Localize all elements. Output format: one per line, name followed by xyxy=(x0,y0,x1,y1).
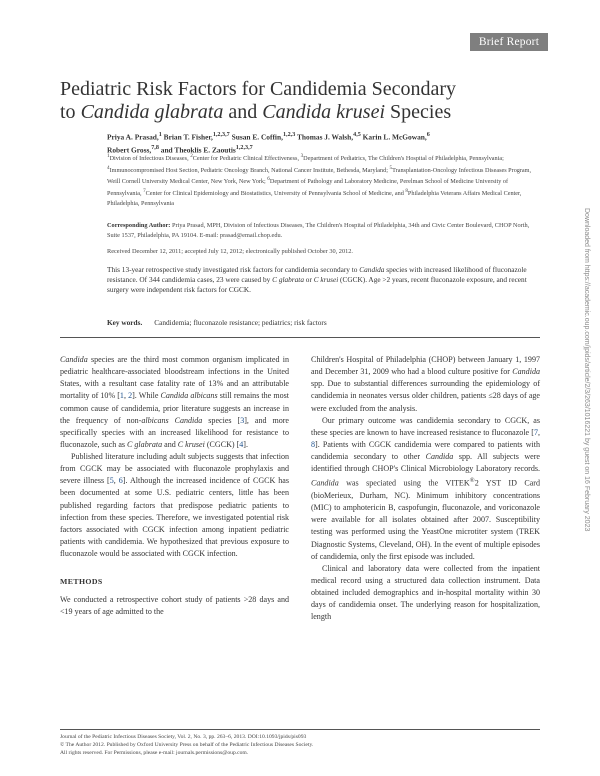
abstract-text: or xyxy=(303,275,314,285)
affil-mark: 7 xyxy=(143,187,146,194)
title-species-2: Candida krusei xyxy=(262,101,386,123)
body-text: and xyxy=(162,439,178,449)
citation-link[interactable]: 3 xyxy=(240,415,245,425)
body-column-right xyxy=(311,354,540,623)
citation-link[interactable]: 5 xyxy=(109,476,114,486)
download-watermark xyxy=(576,208,594,718)
citation-link[interactable]: 6 xyxy=(118,476,123,486)
citation-link[interactable]: 7 xyxy=(533,427,538,437)
species-name: Candida xyxy=(425,452,454,461)
abstract xyxy=(107,265,539,296)
article-title xyxy=(60,78,540,124)
body-text: Published literature including adult subjects suggests that infection from CGCK may be associated with fluconazole prophylaxis and severe illness [ xyxy=(60,452,289,486)
affil-mark: 2 xyxy=(190,153,193,159)
species-name: Candida xyxy=(60,355,88,364)
body-text: species are the third most common organism implicated in pediatric healthcare-associated bloodstream infections in the United States, with a resultant case fatality rate of 13% and an attributable mortality of 10% [ xyxy=(60,355,289,401)
affil-text: Department of Pediatrics, The Children's Hospital of Philadelphia, Pennsylvania; xyxy=(303,155,504,163)
body-text: ], and more specifically species with an increased likelihood for resistance to fluconazole, such as xyxy=(60,415,289,449)
species-name: Candida albicans xyxy=(160,391,218,401)
title-text: to xyxy=(60,101,81,123)
body-text: 2 YST ID Card (bioMerieux, Durham, NC). Minimum inhibitory concentrations (MIC) to amphotericin B, caspofungin, fluconazole, and voriconazole were available for all isolates obtained after 2007. Susceptibility testing was performed using the YeastOne microtiter system (TREK Diagnostic Systems, Cleveland, OH). In the event of multiple episodes of candidemia, only the first episode was included. xyxy=(311,478,541,561)
corresponding-label: Corresponding Author: xyxy=(107,222,171,229)
species-name: C krusei xyxy=(177,439,205,449)
registered-mark: ® xyxy=(469,477,475,485)
abstract-species: C krusei xyxy=(313,275,339,285)
author-affil-mark: 6 xyxy=(426,132,430,138)
author-affil-mark: 7,8 xyxy=(151,144,159,151)
body-text: ]. Although the increased incidence of CGCK has been documented at some U.S. pediatric centers, little has been published regarding factors that predispose pediatric patients to infection from these species. Therefore, we investigated potential risk factors associated with CGCK infection among inpatient pediatric patients with candidemia. We hypothesized that previous exposure to fluconazole would be associated with CGCK infection. xyxy=(60,476,289,558)
author-name: Priya A. Prasad, xyxy=(107,132,159,142)
keywords-text: Candidemia; fluconazole resistance; pediatrics; risk factors xyxy=(154,318,327,327)
footer-copyright: © The Author 2012. Published by Oxford University Press on behalf of the Pediatric Infectious Diseases Society. xyxy=(60,742,314,748)
body-text: spp. Due to substantial differences surrounding the epidemiology of candidemia in neonates versus older children, patients ≤28 days of age were excluded from the analysis. xyxy=(311,379,540,413)
affil-text: Department of Pathology and Laboratory Medicine, Perelman School of Medicine University of Pennsylvania, xyxy=(107,178,509,198)
affil-mark: 5 xyxy=(389,164,393,171)
publication-dates: Received December 12, 2011; accepted July 12, 2012; electronically published October 30, 2012. xyxy=(107,248,353,255)
keywords-label: Key words. xyxy=(107,318,143,327)
body-text: (CGCK) [ xyxy=(204,439,240,449)
footer-rights: All rights reserved. For Permissions, please e-mail: journals.permissions@oup.com. xyxy=(60,750,249,756)
author-affil-mark: 4,5 xyxy=(353,132,361,138)
author-name: and Theoklis E. Zaoutis xyxy=(158,145,236,155)
section-heading-methods: METHODS xyxy=(60,577,103,587)
journal-footer xyxy=(60,733,540,757)
author-name: Thomas J. Walsh, xyxy=(295,132,354,142)
affil-mark: 6 xyxy=(267,176,270,183)
affil-text: Immunocompromised Host Section, Pediatric Oncology Branch, National Cancer Institute, Bethesda, Maryland; xyxy=(109,166,390,174)
affil-text: Transplantation-Oncology Infectious Diseases Program, Weill Cornell University Medical Center, New York, New York; xyxy=(107,166,532,186)
abstract-text: (CGCK). Age >2 years, recent fluconazole exposure, and recent surgery were independent risk factors for CGCK. xyxy=(107,275,527,295)
author-affil-mark: 1,2,3 xyxy=(282,132,296,138)
body-text: , xyxy=(113,476,119,486)
abstract-text: This 13-year retrospective study investigated risk factors for candidemia secondary to xyxy=(107,265,360,274)
affil-mark: 8 xyxy=(405,187,408,194)
citation-link[interactable]: 4 xyxy=(239,439,244,449)
affil-mark: 3 xyxy=(300,153,304,159)
body-text: Our primary outcome was candidemia secondary to CGCK, as these species are known to have increased resistance to fluconazole [ xyxy=(311,415,540,437)
body-paragraph: Clinical and laboratory data were collected from the inpatient medical record using a structured data collection instrument. Data obtained included demographics and in-hospital mortality within 30 days of candidemia onset. The underlying reason for hospitalization, length xyxy=(311,563,540,622)
footer-divider xyxy=(60,729,540,730)
citation-link[interactable]: 8 xyxy=(311,439,316,449)
body-text: ]. While xyxy=(132,391,161,401)
species-name: Candida xyxy=(311,478,339,488)
title-text: Species xyxy=(385,101,452,123)
corresponding-author xyxy=(107,221,539,240)
affil-mark: 4 xyxy=(107,164,110,171)
body-paragraph xyxy=(311,354,540,415)
species-name: C glabrata xyxy=(127,439,163,449)
body-paragraph xyxy=(311,415,540,563)
author-name: Robert Gross, xyxy=(107,145,152,155)
body-text: was speciated using the VITEK xyxy=(338,478,470,488)
affil-text: Philadelphia Veterans Affairs Medical Center, Philadelphia, Pennsylvania xyxy=(107,190,522,207)
author-affil-mark: 1,2,3,7 xyxy=(212,132,230,138)
section-divider xyxy=(60,337,540,338)
body-paragraph xyxy=(60,354,289,451)
title-line-1: Pediatric Risk Factors for Candidemia Secondary xyxy=(60,78,457,100)
body-paragraph xyxy=(60,451,289,560)
download-watermark-text: Downloaded from https://academic.oup.com/jpids/article/2/3/263/1016221 by guest on 16 February 2023 xyxy=(583,208,590,532)
author-name: Susan E. Coffin, xyxy=(229,132,283,142)
body-text: Children's Hospital of Philadelphia (CHOP) between January 1, 1997 and December 31, 2009 who had a blood culture positive for xyxy=(311,355,540,377)
abstract-species: C glabrata xyxy=(272,275,304,285)
title-species-1: Candida glabrata xyxy=(80,101,224,123)
author-name: Karin L. McGowan, xyxy=(360,132,427,142)
body-text: , xyxy=(123,391,129,401)
affil-mark: 1 xyxy=(107,153,110,159)
citation-link[interactable]: 1 xyxy=(119,391,124,401)
species-name: Candida xyxy=(512,367,540,377)
title-text: and xyxy=(223,101,263,123)
body-text: species [ xyxy=(202,415,241,425)
affil-text: Division of Infectious Diseases, xyxy=(109,155,191,163)
corresponding-text: Priya Prasad, MPH, Division of Infectious Diseases, The Children's Hospital of Philadelphia, 34th and Civic Center Boulevard, CHOP North, Suite 1537, Philadelphia, PA 19104. E-mail: prasad@email.chop.edu. xyxy=(107,222,530,239)
body-text: ]. Patients with CGCK candidemia were compared to patients with candidemia secondary to other xyxy=(311,439,540,461)
citation-link[interactable]: 2 xyxy=(128,391,133,401)
abstract-species: Candida xyxy=(359,265,385,274)
body-paragraph: We conducted a retrospective cohort study of patients >28 days and <19 years of age admitted to the xyxy=(60,595,289,617)
body-text: still remains the most common cause of candidemia, prior literature suggests an increase in the frequency of non- xyxy=(60,391,289,425)
footer-citation: Journal of the Pediatric Infectious Diseases Society, Vol. 2, No. 3, pp. 263–6, 2013. DOI:10.1093/jpids/pis093 xyxy=(60,734,307,740)
article-type-badge: Brief Report xyxy=(470,33,548,51)
body-text: , xyxy=(537,427,540,437)
keywords xyxy=(107,318,539,328)
abstract-text: species with increased likelihood of fluconazole resistance. Of 344 candidemia cases, 23 were caused by xyxy=(107,265,527,285)
species-name: albicans Candida xyxy=(141,415,203,425)
affil-text: Center for Pediatric Clinical Effectiveness, xyxy=(192,155,301,163)
affiliations xyxy=(107,152,539,208)
author-name: Brian T. Fisher, xyxy=(161,132,213,142)
author-affil-mark: 1 xyxy=(158,132,162,138)
body-text: spp. All subjects were identified through CHOP's Clinical Microbiology Laboratory records. xyxy=(311,452,541,474)
affil-text: Center for Clinical Epidemiology and Biostatistics, University of Pennsylvania School of Medicine, and xyxy=(145,190,406,198)
body-text: ]. xyxy=(243,439,248,449)
author-affil-mark: 1,2,3,7 xyxy=(235,144,253,151)
body-column-left xyxy=(60,354,289,619)
